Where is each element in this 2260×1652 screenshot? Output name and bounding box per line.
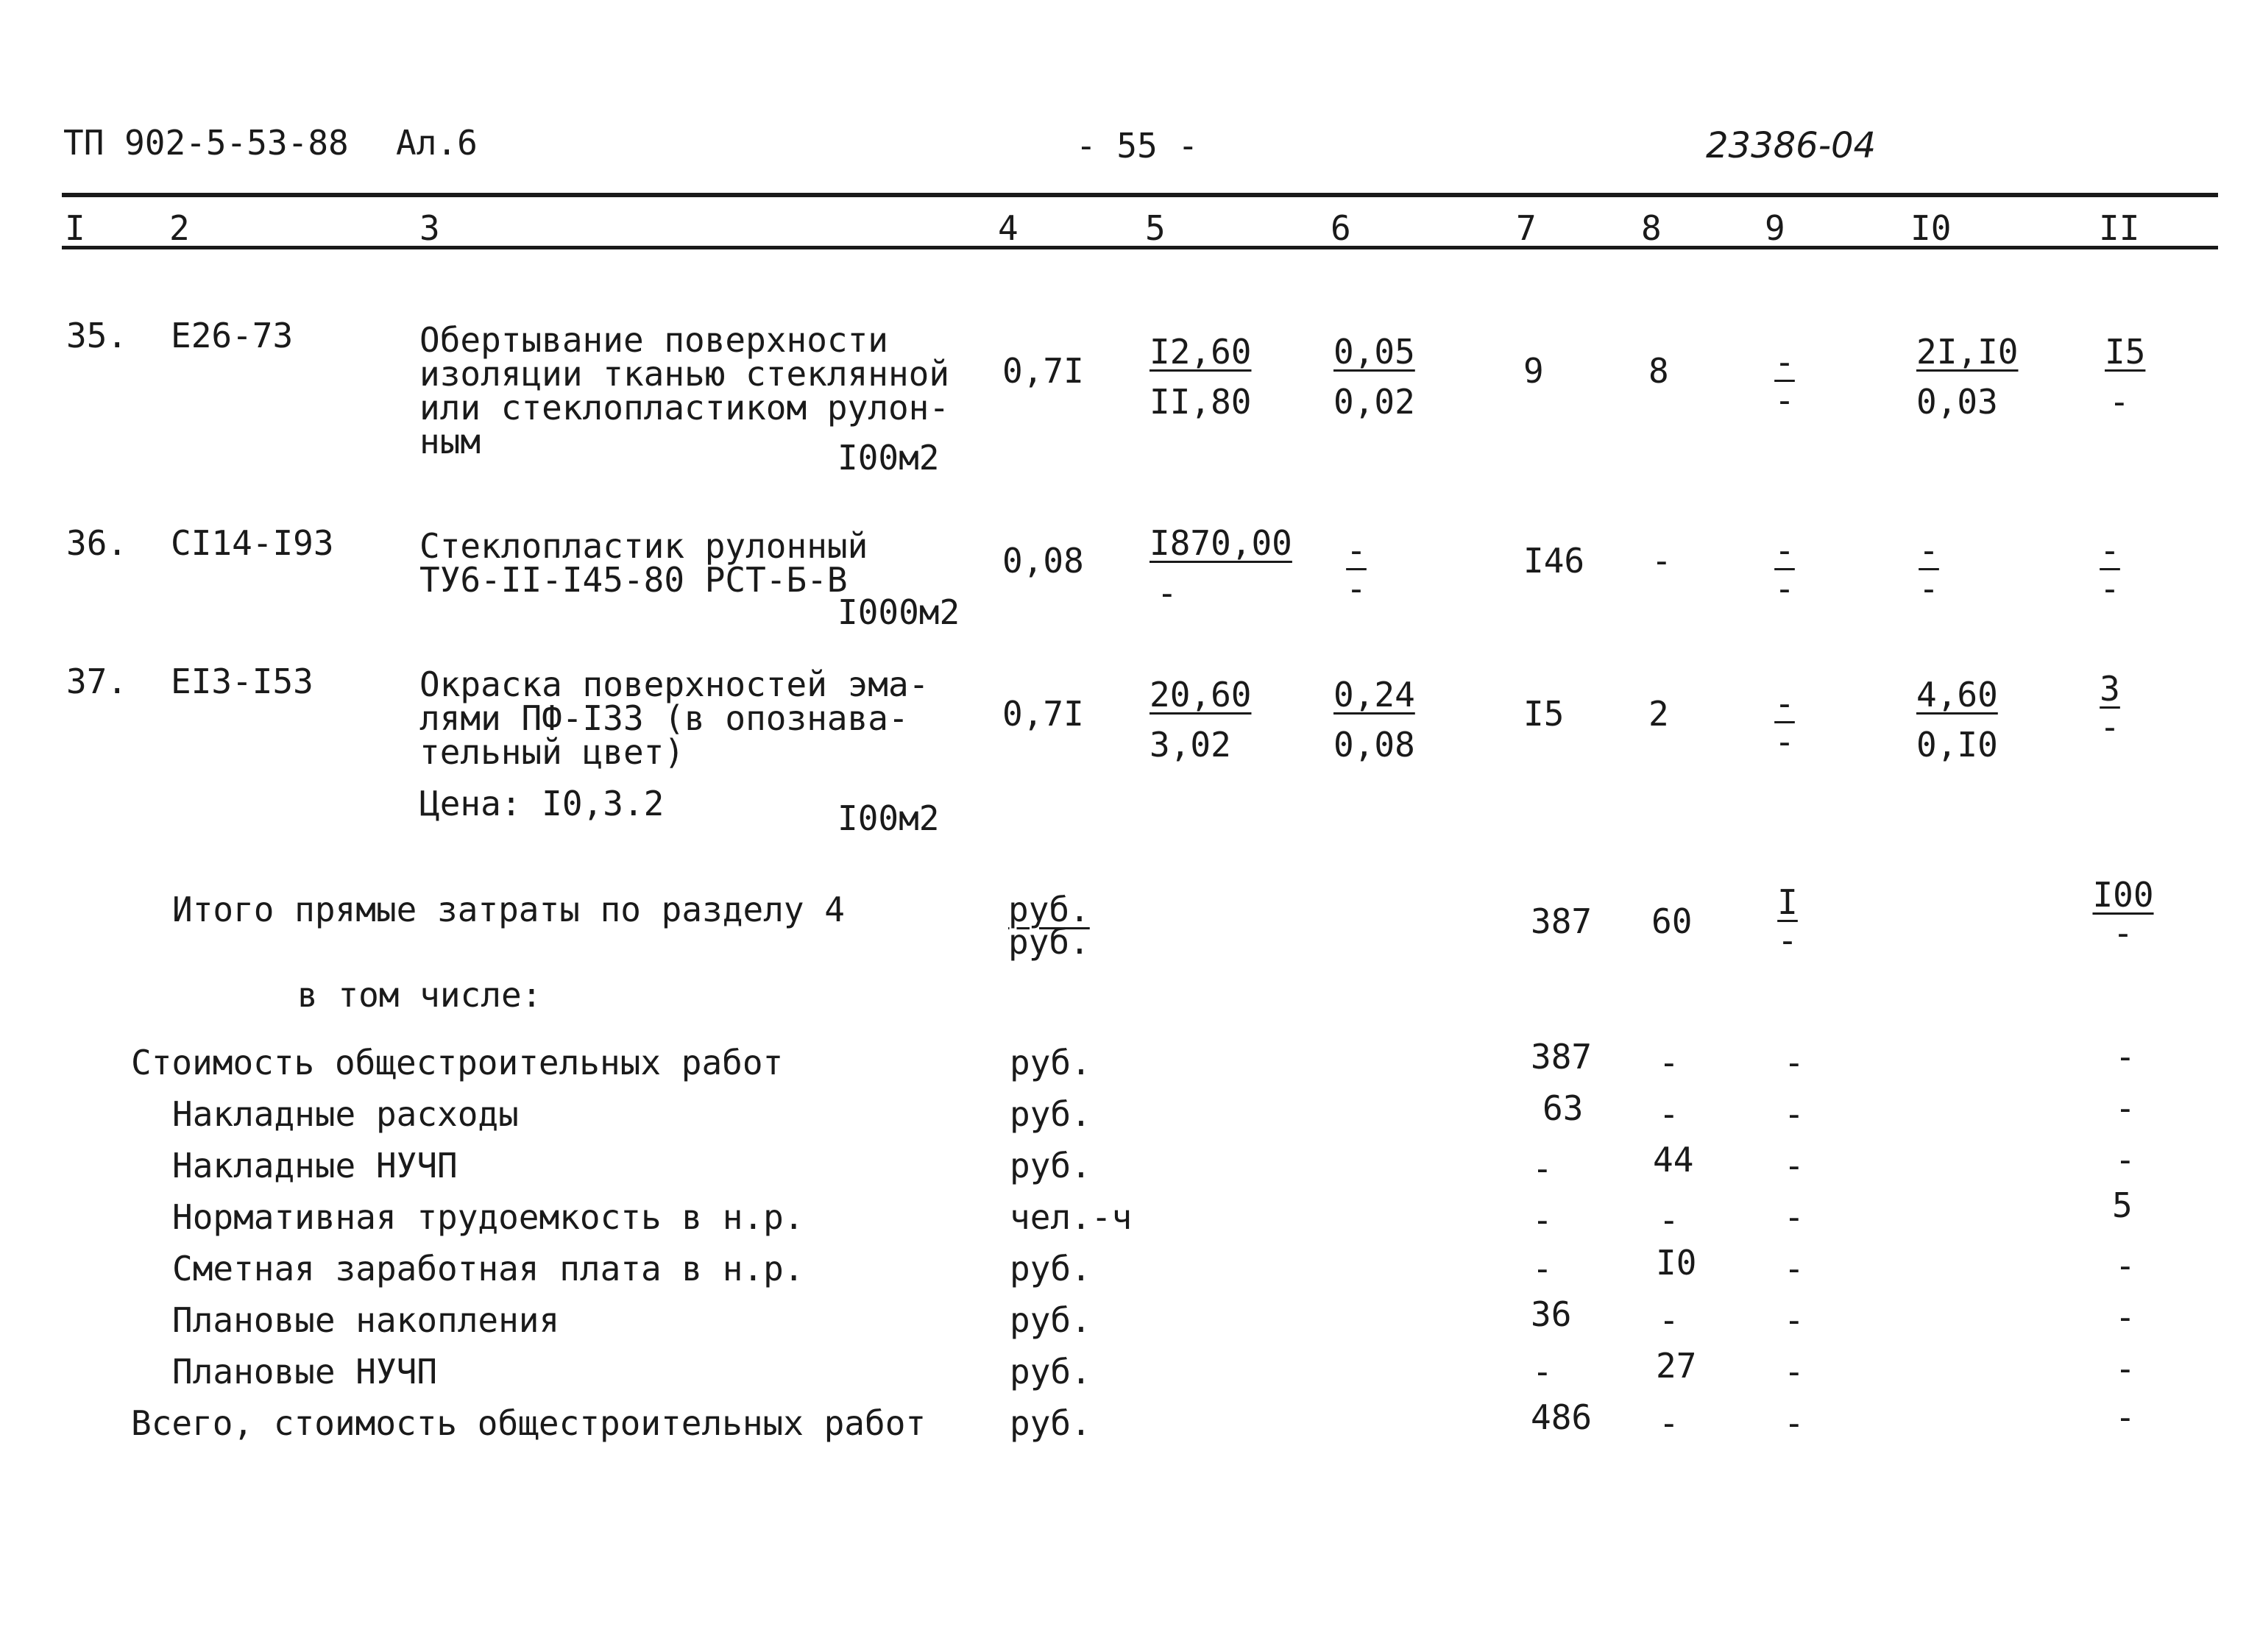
row-number: 37.: [66, 662, 128, 701]
row-number: 36.: [66, 523, 128, 563]
row-c6-bottom: 0,08: [1333, 725, 1415, 765]
summary-label: Накладные НУЧП: [172, 1146, 458, 1185]
col-header-4: 4: [998, 208, 1019, 248]
summary-c9: -: [1784, 1249, 1804, 1288]
row-code: ЕI3-I53: [171, 662, 314, 701]
summary-c8: 27: [1656, 1346, 1697, 1386]
row-desc-line: лями ПФ-I33 (в опознава-: [419, 698, 909, 738]
row-quantity: 0,08: [1002, 541, 1084, 581]
summary-label: Всего, стоимость общестроительных работ: [131, 1403, 927, 1443]
summary-c7: -: [1532, 1352, 1553, 1392]
row-c10-top: 2I,I0: [1916, 332, 2019, 372]
row-desc-line: тельный цвет): [419, 732, 685, 772]
summary-label: Сметная заработная плата в н.р.: [172, 1249, 804, 1288]
document-code: ТП 902-5-53-88: [63, 123, 349, 163]
summary-unit: руб.: [1010, 1043, 1091, 1082]
summary-unit: руб.: [1010, 1249, 1091, 1288]
row-c7: I5: [1523, 694, 1565, 734]
page-number: - 55 -: [1076, 126, 1199, 166]
row-c7: 9: [1523, 351, 1544, 391]
row-quantity: 0,7I: [1002, 351, 1084, 391]
row-c6-bottom: 0,02: [1333, 382, 1415, 422]
row-c11-bottom: -: [2109, 382, 2130, 422]
summary-c8: 44: [1653, 1140, 1694, 1180]
row-price-note: Цена: I0,3.2: [419, 784, 665, 823]
summary-c7: -: [1532, 1149, 1553, 1188]
row-c5-top: 20,60: [1150, 675, 1252, 715]
row-c10: - -: [1919, 531, 1939, 609]
row-c10-bottom: 0,I0: [1916, 725, 1998, 765]
col-header-7: 7: [1516, 208, 1537, 248]
row-c6: - -: [1346, 531, 1367, 609]
row-c8: 8: [1648, 351, 1669, 391]
summary-c8: -: [1659, 1403, 1679, 1443]
total-unit-top: руб.: [1008, 890, 1090, 929]
album-number: Ал.6: [396, 123, 478, 163]
summary-c9: -: [1784, 1094, 1804, 1134]
total-unit-bottom: руб.: [1008, 922, 1090, 962]
summary-c11: -: [2115, 1140, 2136, 1180]
total-c7: 387: [1531, 901, 1593, 941]
col-header-2: 2: [169, 208, 190, 248]
row-desc-line: изоляции тканью стеклянной: [419, 354, 950, 394]
row-desc-line: Стеклопластик рулонный: [419, 526, 868, 566]
row-desc-line: или стеклопластиком рулон-: [419, 388, 950, 428]
table-top-rule: [62, 193, 2218, 197]
row-desc-line: Окраска поверхностей эма-: [419, 664, 929, 704]
summary-c11: -: [2115, 1297, 2136, 1337]
col-header-5: 5: [1145, 208, 1166, 248]
summary-c8: -: [1659, 1200, 1679, 1240]
row-c7: I46: [1523, 541, 1585, 581]
row-c8: -: [1651, 541, 1672, 581]
table-header-rule: [62, 246, 2218, 249]
summary-c11: -: [2115, 1349, 2136, 1389]
col-header-10: I0: [1910, 208, 1952, 248]
col-header-3: 3: [419, 208, 440, 248]
summary-label: Нормативная трудоемкость в н.р.: [172, 1197, 804, 1237]
summary-c9: -: [1784, 1300, 1804, 1340]
summary-c7: -: [1532, 1200, 1553, 1240]
row-code: СI14-I93: [171, 523, 334, 563]
summary-label: Плановые накопления: [172, 1300, 560, 1340]
row-c6-top: 0,05: [1333, 332, 1415, 372]
row-desc-line: Обертывание поверхности: [419, 320, 888, 360]
row-c5-top: I2,60: [1150, 332, 1252, 372]
row-c11: 3 -: [2100, 669, 2120, 747]
summary-c8: I0: [1656, 1243, 1697, 1283]
row-code: Е26-73: [171, 316, 294, 355]
total-c11: I00 -: [2092, 875, 2154, 953]
col-header-11: II: [2099, 208, 2140, 248]
row-desc-line: ТУ6-II-I45-80 РСТ-Б-В: [419, 560, 848, 600]
summary-c9: -: [1784, 1146, 1804, 1185]
summary-c9: -: [1784, 1043, 1804, 1082]
summary-c9: -: [1784, 1352, 1804, 1392]
row-desc-line: ным: [419, 422, 481, 461]
row-c8: 2: [1648, 694, 1669, 734]
summary-c7: 36: [1531, 1294, 1572, 1334]
summary-c9: -: [1784, 1197, 1804, 1237]
summary-label: Накладные расходы: [172, 1094, 519, 1134]
row-c5-top: I870,00: [1150, 523, 1292, 563]
row-c5-bottom: II,80: [1150, 382, 1252, 422]
summary-label: Плановые НУЧП: [172, 1352, 438, 1392]
inventory-number: 23386-04: [1706, 125, 1877, 166]
summary-c7: 387: [1531, 1037, 1593, 1077]
row-c11-top: I5: [2105, 332, 2146, 372]
summary-label: Стоимость общестроительных работ: [131, 1043, 784, 1082]
row-unit: I00м2: [837, 798, 940, 838]
col-header-6: 6: [1331, 208, 1351, 248]
summary-unit: руб.: [1010, 1094, 1091, 1134]
summary-unit: руб.: [1010, 1146, 1091, 1185]
row-quantity: 0,7I: [1002, 694, 1084, 734]
summary-unit: руб.: [1010, 1352, 1091, 1392]
row-c5-bottom: -: [1157, 573, 1177, 613]
summary-c9: -: [1784, 1403, 1804, 1443]
summary-c11: 5: [2112, 1185, 2133, 1225]
summary-c7: 486: [1531, 1397, 1593, 1437]
col-header-9: 9: [1765, 208, 1785, 248]
summary-c11: -: [2115, 1088, 2136, 1128]
total-c9: I -: [1777, 882, 1798, 960]
summary-unit: руб.: [1010, 1403, 1091, 1443]
row-c9: - -: [1774, 684, 1795, 762]
row-c11: - -: [2100, 531, 2120, 609]
summary-c11: -: [2115, 1037, 2136, 1077]
summary-c11: -: [2115, 1397, 2136, 1437]
summary-c7: -: [1532, 1249, 1553, 1288]
row-number: 35.: [66, 316, 128, 355]
total-c8: 60: [1651, 901, 1693, 941]
row-unit: I00м2: [837, 438, 940, 478]
row-c5-bottom: 3,02: [1150, 725, 1231, 765]
summary-unit: руб.: [1010, 1300, 1091, 1340]
summary-c11: -: [2115, 1246, 2136, 1286]
total-label: Итого прямые затраты по разделу 4: [172, 890, 845, 929]
row-unit: I000м2: [837, 592, 960, 632]
row-c10-bottom: 0,03: [1916, 382, 1998, 422]
col-header-8: 8: [1641, 208, 1662, 248]
summary-c8: -: [1659, 1300, 1679, 1340]
summary-c8: -: [1659, 1094, 1679, 1134]
row-c9: - -: [1774, 531, 1795, 609]
col-header-1: I: [65, 208, 85, 248]
row-c6-top: 0,24: [1333, 675, 1415, 715]
including-label: в том числе:: [297, 975, 542, 1015]
row-c10-top: 4,60: [1916, 675, 1998, 715]
summary-unit: чел.-ч: [1010, 1197, 1133, 1237]
summary-c7: 63: [1542, 1088, 1584, 1128]
summary-c8: -: [1659, 1043, 1679, 1082]
row-c9: - -: [1774, 342, 1795, 420]
